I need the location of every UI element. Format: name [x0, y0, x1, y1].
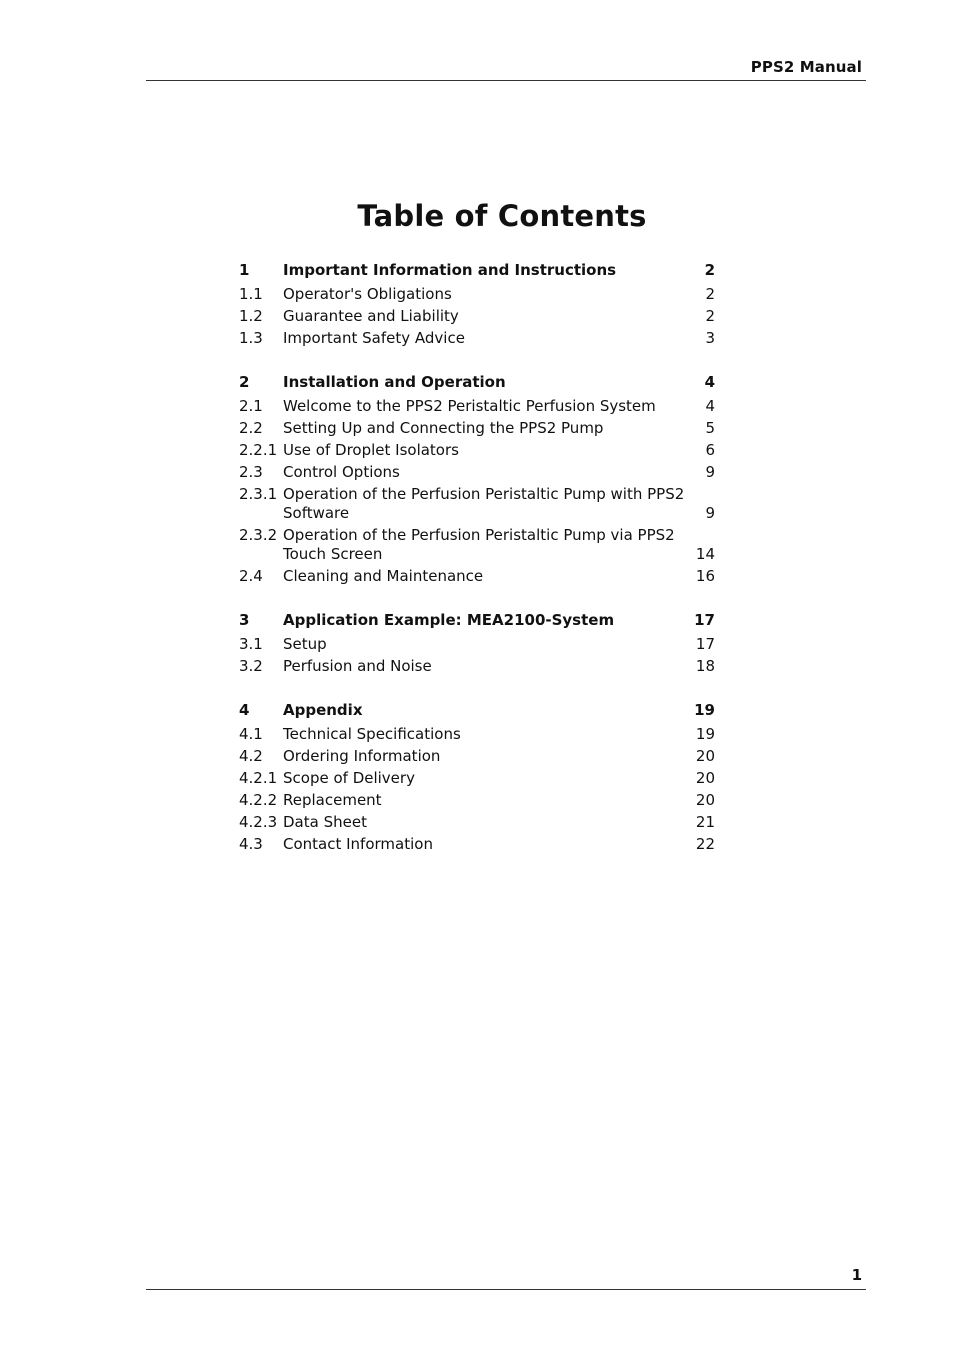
- toc-entry-title: Control Options: [283, 463, 400, 481]
- toc-entry-number: 2.2.1: [239, 441, 278, 459]
- toc-entry-number: 1.2: [239, 307, 263, 325]
- toc-subentry[interactable]: [239, 769, 716, 791]
- footer-rule: [146, 1289, 866, 1290]
- toc-entry-page: 2: [705, 285, 715, 303]
- toc-subentry[interactable]: [239, 419, 716, 441]
- toc-entry-number: 2.3.2: [239, 526, 278, 544]
- toc-entry-page: 20: [695, 791, 715, 809]
- toc-entry-page: 17: [694, 611, 715, 629]
- toc-entry-number: 4: [239, 701, 250, 719]
- toc-subentry[interactable]: [239, 526, 716, 567]
- toc-entry-number: 2.1: [239, 397, 263, 415]
- toc-subentry[interactable]: [239, 635, 716, 657]
- toc-section-4: [239, 701, 716, 857]
- toc-section-2: [239, 373, 716, 589]
- toc-entry-title: Cleaning and Maintenance: [283, 567, 484, 585]
- toc-entry-number: 4.2: [239, 747, 263, 765]
- toc-entry-title: Appendix: [283, 701, 363, 719]
- toc-entry-title: Guarantee and Liability: [283, 307, 459, 325]
- toc-entry-number: 2.3: [239, 463, 263, 481]
- toc-entry-title: Installation and Operation: [283, 373, 506, 391]
- toc-entry-title: Operation of the Perfusion Peristaltic Pump via PPS2 Touch Screen: [283, 526, 675, 563]
- toc-entry-page: 14: [695, 545, 715, 563]
- toc-entry-page: 4: [704, 373, 715, 391]
- toc-subentry[interactable]: [239, 463, 716, 485]
- header-rule: [146, 80, 866, 81]
- toc-subentry[interactable]: [239, 725, 716, 747]
- toc-subentry[interactable]: [239, 567, 716, 589]
- toc-entry-title: Important Information and Instructions: [283, 261, 617, 279]
- toc-chapter-entry[interactable]: [239, 701, 716, 725]
- toc-entry-number: 2: [239, 373, 250, 391]
- toc-chapter-entry[interactable]: [239, 611, 716, 635]
- toc-entry-number: 2.2: [239, 419, 263, 437]
- toc-entry-page: 4: [705, 397, 715, 415]
- toc-entry-page: 9: [705, 504, 715, 522]
- toc-entry-page: 3: [705, 329, 715, 347]
- toc-subentry[interactable]: [239, 791, 716, 813]
- toc-entry-page: 22: [695, 835, 715, 853]
- toc-entry-page: 2: [705, 307, 715, 325]
- toc-entry-number: 3.2: [239, 657, 263, 675]
- toc-subentry[interactable]: [239, 485, 716, 526]
- toc-entry-page: 19: [694, 701, 715, 719]
- toc-entry-number: 4.2.3: [239, 813, 278, 831]
- page-number: 1: [851, 1266, 862, 1284]
- toc-subentry[interactable]: [239, 397, 716, 419]
- toc-entry-page: 20: [695, 747, 715, 765]
- toc-entry-number: 4.2.2: [239, 791, 278, 809]
- toc-entry-number: 3: [239, 611, 250, 629]
- toc-entry-number: 4.3: [239, 835, 263, 853]
- toc-entry-page: 9: [705, 463, 715, 481]
- toc-subentry[interactable]: [239, 329, 716, 351]
- toc-entry-title: Use of Droplet Isolators: [283, 441, 459, 459]
- toc-entry-page: 5: [705, 419, 715, 437]
- toc-title: Table of Contents: [357, 199, 647, 233]
- toc-entry-page: 20: [695, 769, 715, 787]
- toc-entry-title: Application Example: MEA2100-System: [283, 611, 615, 629]
- toc-entry-title: Perfusion and Noise: [283, 657, 432, 675]
- toc-entry-page: 18: [695, 657, 715, 675]
- toc-entry-number: 1.1: [239, 285, 263, 303]
- toc-subentry[interactable]: [239, 747, 716, 769]
- toc-entry-title: Contact Information: [283, 835, 433, 853]
- toc-subentry[interactable]: [239, 285, 716, 307]
- toc-entry-page: 2: [704, 261, 715, 279]
- toc-subentry[interactable]: [239, 835, 716, 857]
- toc-entry-title: Ordering Information: [283, 747, 441, 765]
- toc-entry-title: Replacement: [283, 791, 382, 809]
- toc-entry-title: Technical Specifications: [283, 725, 461, 743]
- toc-subentry[interactable]: [239, 307, 716, 329]
- toc-entry-title: Scope of Delivery: [283, 769, 415, 787]
- toc-entry-page: 6: [705, 441, 715, 459]
- toc-entry-number: 4.1: [239, 725, 263, 743]
- toc-entry-title: Data Sheet: [283, 813, 367, 831]
- table-of-contents: [239, 261, 716, 879]
- toc-entry-title: Important Safety Advice: [283, 329, 465, 347]
- toc-entry-page: 16: [695, 567, 715, 585]
- toc-entry-page: 19: [695, 725, 715, 743]
- running-header-title: PPS2 Manual: [750, 58, 862, 76]
- toc-entry-title: Setup: [283, 635, 327, 653]
- toc-entry-number: 2.3.1: [239, 485, 278, 503]
- toc-entry-title: Welcome to the PPS2 Peristaltic Perfusion System: [283, 397, 656, 415]
- toc-entry-number: 3.1: [239, 635, 263, 653]
- toc-entry-number: 2.4: [239, 567, 263, 585]
- toc-entry-title: Operation of the Perfusion Peristaltic Pump with PPS2 Software: [283, 485, 685, 522]
- toc-chapter-entry[interactable]: [239, 373, 716, 397]
- toc-entry-number: 1: [239, 261, 250, 279]
- toc-entry-number: 4.2.1: [239, 769, 278, 787]
- toc-subentry[interactable]: [239, 813, 716, 835]
- toc-entry-page: 17: [695, 635, 715, 653]
- toc-section-3: [239, 611, 716, 679]
- toc-subentry[interactable]: [239, 657, 716, 679]
- toc-subentry[interactable]: [239, 441, 716, 463]
- toc-entry-page: 21: [695, 813, 715, 831]
- toc-section-1: [239, 261, 716, 351]
- toc-entry-title: Operator's Obligations: [283, 285, 452, 303]
- toc-chapter-entry[interactable]: [239, 261, 716, 285]
- toc-entry-title: Setting Up and Connecting the PPS2 Pump: [283, 419, 604, 437]
- toc-entry-number: 1.3: [239, 329, 263, 347]
